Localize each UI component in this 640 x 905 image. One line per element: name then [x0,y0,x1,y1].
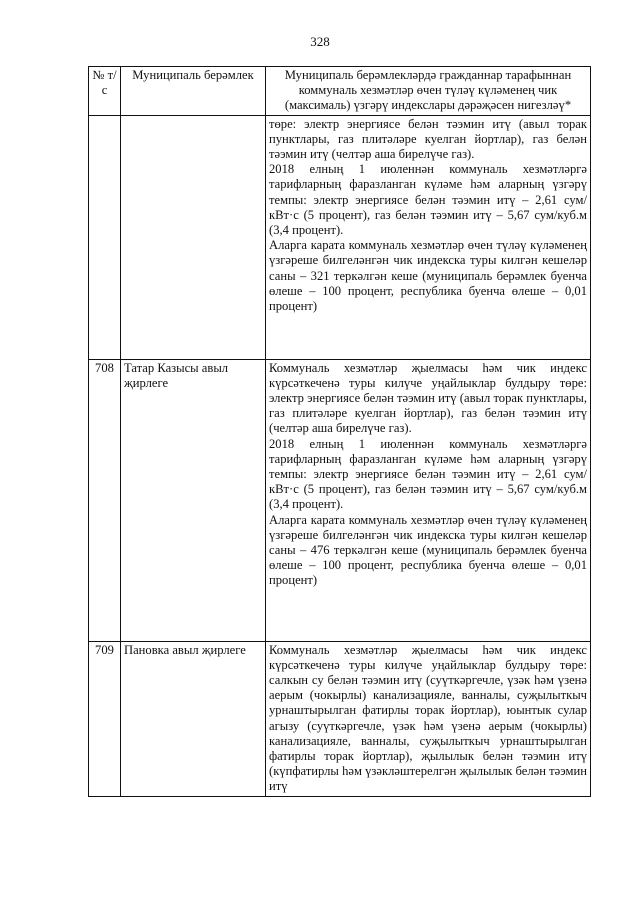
row-number: 708 [89,359,121,641]
row-number: 709 [89,641,121,796]
row-number [89,115,121,359]
header-municipality: Муниципаль берәмлек [121,67,266,116]
row-municipality: Пановка авыл җирлеге [121,641,266,796]
table-header-row [89,67,591,116]
paragraph: 2018 елның 1 июленнән коммуналь хезмәтләргә тарифларның фаразланган күләме һәм аларның үзгәрү темпы: электр энергиясе белән тәэмин итү – 2,61 сум/кВт·с (5 процент), газ белән тәэмин итү – 5,67 сум/куб.м (3,4 процент). [269,436,587,512]
row-justification [266,359,591,641]
paragraph: Коммуналь хезмәтләр җыелмасы һәм чик индекс күрсәткеченә туры килүче уңайлыклар булдыру төре: электр энергиясе белән тәэмин итү (авыл торак пунктлары, газ плитәләре куелган йортлар), газ белән тәэмин итү (челтәр аша бирелүче газ). [269,360,587,436]
paragraph: Коммуналь хезмәтләр җыелмасы һәм чик индекс күрсәткеченә туры килүче уңайлыклар булдыру төре: салкын су белән тәэмин итү (суүткәргечле, үзәк һәм үзенә аерым (чокырлы) канализацияле, ванналы, суҗылыткыч урнаштырылган фатирлы торак йортлар), юынтык сулар агызу (суүткәргечле, үзәк һәм үзенә аерым (чокырлы) канализацияле, ванналы, суҗылыткыч урнаштырылган фатирлы торак йортлар), җылылык белән тәэмин итү (күпфатирлы һәм үзәкләштерелгән җылылык белән тәэмин итү [269,642,587,794]
table-row [89,641,591,796]
header-number: № т/с [89,67,121,116]
row-municipality: Татар Казысы авыл җирлеге [121,359,266,641]
page-number: 328 [310,34,330,49]
table-row [89,115,591,359]
paragraph: төре: электр энергиясе белән тәэмин итү (авыл торак пунктлары, газ плитәләре куелган йортлар), газ белән тәэмин итү (челтәр аша бирелүче газ). [269,116,587,162]
header-justification: Муниципаль берәмлекләрдә гражданнар тарафыннан коммуналь хезмәтләр өчен түләү күләменең чик (максималь) үзгәрү индекслары дәрәҗәсен нигезләү* [266,67,591,116]
row-justification [266,115,591,359]
paragraph: 2018 елның 1 июленнән коммуналь хезмәтләргә тарифларның фаразланган күләме һәм аларның үзгәрү темпы: электр энергиясе белән тәэмин итү – 2,61 сум/кВт·с (5 процент), газ белән тәэмин итү – 5,67 сум/куб.м (3,4 процент). [269,162,587,238]
row-municipality [121,115,266,359]
row-justification [266,641,591,796]
indices-table [88,66,591,797]
table-row [89,359,591,641]
paragraph: Аларга карата коммуналь хезмәтләр өчен түләү күләменең үзгәреше билгеләнгән чик индекска туры килгән кешеләр саны – 321 теркәлгән кеше (муниципаль берәмлек буенча өлеше – 100 процент, республика буенча өлеше – 0,01 процент) [269,238,587,314]
paragraph: Аларга карата коммуналь хезмәтләр өчен түләү күләменең үзгәреше билгеләнгән чик индекска туры килгән кешеләр саны – 476 теркәлгән кеше (муниципаль берәмлек буенча өлеше – 100 процент, республика буенча өлеше – 0,01 процент) [269,512,587,588]
